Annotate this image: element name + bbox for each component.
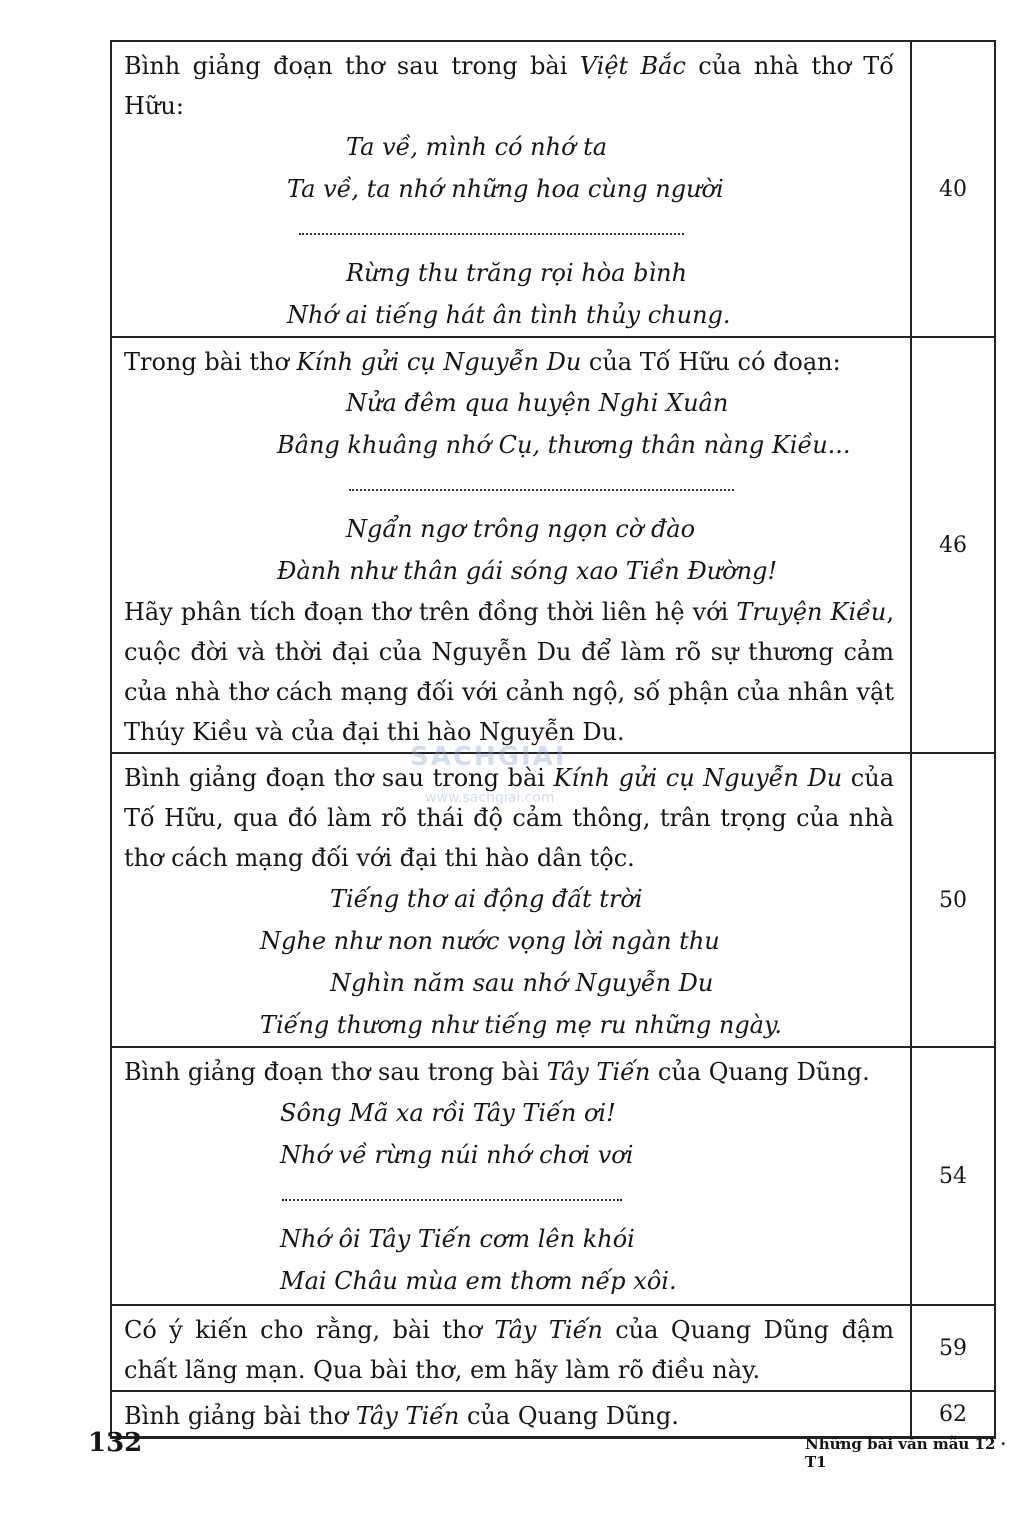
entry-content — [111, 1305, 911, 1391]
verse-line: Nhớ ôi Tây Tiến cơm lên khói — [280, 1225, 635, 1253]
work-title: Kính gửi cụ Nguyễn Du — [296, 348, 582, 376]
toc-entry — [111, 41, 995, 337]
ellipsis-dots — [124, 1176, 894, 1218]
toc-entry — [111, 1047, 995, 1305]
verse-line: Nghìn năm sau nhớ Nguyễn Du — [330, 969, 714, 997]
toc-entry — [111, 337, 995, 753]
entry-task: Hãy phân tích đoạn thơ trên đồng thời liên hệ với Truyện Kiều, cuộc đời và thời đại của Nguyễn Du để làm rõ sự thương cảm của nhà thơ cách mạng đối với cảnh ngộ, số phận của nhân vật Thúy Kiều và của đại thi hào Nguyễn Du. — [124, 598, 895, 746]
footer-book-title: Những bài văn mẫu 12 · T1 — [805, 1435, 1006, 1471]
verse-line: Nghe như non nước vọng lời ngàn thu — [260, 927, 720, 955]
entry-intro: Bình giảng bài thơ Tây Tiến của Quang Dũng. — [124, 1402, 679, 1430]
verse-line: Nửa đêm qua huyện Nghi Xuân — [346, 389, 729, 417]
verse-line: Ta về, ta nhớ những hoa cùng người — [287, 175, 724, 203]
watermark-url: www.sachgiai.com — [425, 790, 555, 806]
verse-line: Sông Mã xa rồi Tây Tiến ơi! — [280, 1099, 616, 1127]
verse-line: Bâng khuâng nhớ Cụ, thương thân nàng Kiều... — [277, 431, 851, 459]
toc-entry — [111, 1391, 995, 1438]
work-title: Tây Tiến — [355, 1402, 460, 1430]
entry-intro: Bình giảng đoạn thơ sau trong bài Tây Tiến của Quang Dũng. — [124, 1058, 870, 1086]
verse-line: Nhớ về rừng núi nhớ chơi vơi — [280, 1141, 634, 1169]
verse-line: Mai Châu mùa em thơm nếp xôi. — [280, 1267, 677, 1295]
page-number: 50 — [911, 753, 995, 1047]
page-number: 59 — [911, 1305, 995, 1391]
toc-entry — [111, 1305, 995, 1391]
watermark-logo: SACHGIAI — [410, 742, 567, 772]
page-number: 40 — [911, 41, 995, 337]
entry-intro: Bình giảng đoạn thơ sau trong bài Kính gửi cụ Nguyễn Du của Tố Hữu, qua đó làm rõ thái độ cảm thông, trân trọng của nhà thơ cách mạng đối với đại thi hào dân tộc. — [124, 764, 894, 872]
toc-table — [110, 40, 996, 1439]
work-title: Tây Tiến — [546, 1058, 651, 1086]
ellipsis-dots — [124, 466, 894, 508]
page-number: 54 — [911, 1047, 995, 1305]
entry-content — [111, 337, 911, 753]
page-number: 62 — [911, 1391, 995, 1438]
entry-intro: Có ý kiến cho rằng, bài thơ Tây Tiến của Quang Dũng đậm chất lãng mạn. Qua bài thơ, em hãy làm rõ điều này. — [124, 1316, 895, 1384]
verse-line: Tiếng thơ ai động đất trời — [330, 885, 643, 913]
ellipsis-dots — [124, 210, 894, 252]
entry-intro: Trong bài thơ Kính gửi cụ Nguyễn Du của Tố Hữu có đoạn: — [124, 348, 841, 376]
verse-line: Tiếng thương như tiếng mẹ ru những ngày. — [260, 1011, 782, 1039]
footer-page-number: 132 — [88, 1428, 143, 1458]
work-title: Truyện Kiều — [736, 598, 887, 626]
verse-line: Ngẩn ngơ trông ngọn cờ đào — [346, 515, 696, 543]
work-title: Việt Bắc — [579, 52, 686, 80]
entry-content — [111, 1391, 911, 1438]
work-title: Kính gửi cụ Nguyễn Du — [553, 764, 843, 792]
entry-intro: Bình giảng đoạn thơ sau trong bài Việt Bắc của nhà thơ Tố Hữu: — [124, 52, 894, 120]
verse-line: Nhớ ai tiếng hát ân tình thủy chung. — [287, 301, 731, 329]
verse-line: Rừng thu trăng rọi hòa bình — [346, 259, 688, 287]
page-number: 46 — [911, 337, 995, 753]
entry-content — [111, 1047, 911, 1305]
entry-content — [111, 41, 911, 337]
verse-line: Đành như thân gái sóng xao Tiền Đường! — [277, 557, 778, 585]
verse-line: Ta về, mình có nhớ ta — [346, 133, 608, 161]
work-title: Tây Tiến — [494, 1316, 603, 1344]
